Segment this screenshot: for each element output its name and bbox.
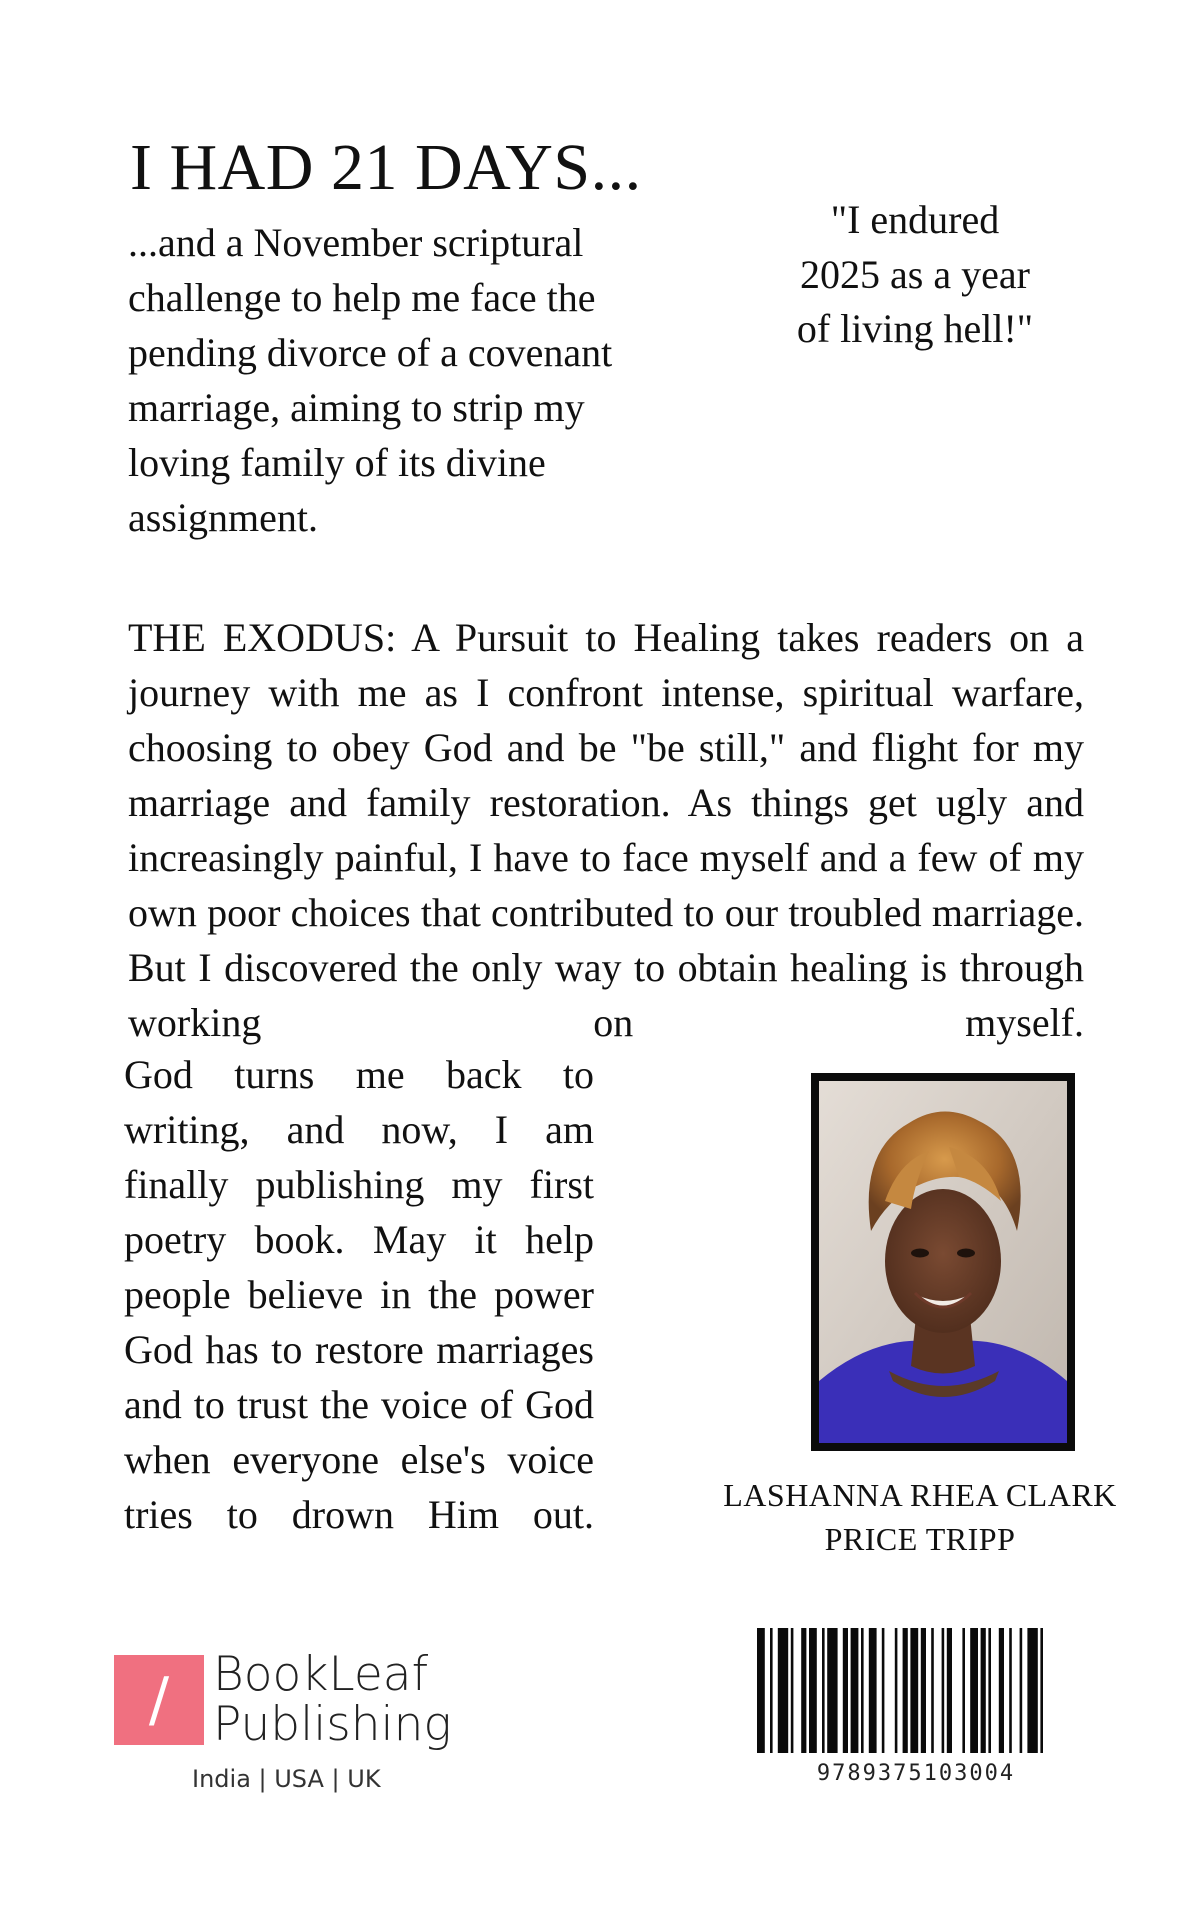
author-name-line-1: LASHANNA RHEA CLARK [723,1477,1117,1513]
barcode-bar [851,1628,859,1753]
publisher-name-line-1: BookLeaf [213,1647,429,1702]
publisher-name-line-2: Publishing [213,1697,452,1752]
barcode-bar [1027,1628,1037,1753]
author-portrait-icon [819,1081,1067,1443]
barcode-bar [827,1628,837,1753]
barcode-bar [895,1628,898,1753]
barcode-bar [1020,1628,1023,1753]
barcode-bar [1040,1628,1043,1753]
barcode-bar [757,1628,765,1753]
barcode-bar [861,1628,864,1753]
barcode-bar [791,1628,794,1753]
barcode-bar [981,1628,986,1753]
barcode-bar [999,1628,1004,1753]
publisher-regions: India | USA | UK [192,1765,381,1793]
intro-paragraph: ...and a November scriptural challenge to help me face the pending divorce of a covenant marriage, aiming to strip my loving family of its divine assignment. [128,220,613,540]
barcode-bar [988,1628,991,1753]
barcode-bar [947,1628,952,1753]
barcode-bar [843,1628,848,1753]
pull-quote: "I endured 2025 as a year of living hell!" [796,197,1034,351]
barcode-bars [757,1628,1075,1753]
author-photo [811,1073,1075,1451]
author-name [700,1473,1140,1561]
continuation-paragraph: God turns me back to writing, and now, I am finally publishing my first poetry book. May it help people believe in the power God has to restore marriages and to trust the voice of God when everyone else's voice tries to drown Him out. [124,1052,594,1537]
description-paragraph: THE EXODUS: A Pursuit to Healing takes readers on a journey with me as I confront intense, spiritual warfare, choosing to obey God and be "be still," and flight for my marriage and family restoration. As things get ugly and increasingly painful, I have to face myself and a few of my own poor choices that contributed to our troubled marriage. But I discovered the only way to obtain healing is through working on myself. [128,615,1084,1045]
barcode-bar [910,1628,918,1753]
barcode-bar [921,1628,926,1753]
barcode-bar [869,1628,877,1753]
barcode-bar [822,1628,825,1753]
barcode-bar [882,1628,885,1753]
barcode-bar [809,1628,817,1753]
publisher-logo-mark [114,1655,204,1745]
slash-icon: / [148,1665,170,1735]
barcode-bar [801,1628,806,1753]
barcode-icon [757,1628,1075,1753]
isbn-number: 9789375103004 [816,1761,1016,1786]
barcode-bar [962,1628,965,1753]
book-title: I HAD 21 DAYS... [130,131,642,204]
barcode-bar [942,1628,945,1753]
barcode-bar [778,1628,788,1753]
barcode-bar [770,1628,773,1753]
barcode-bar [903,1628,908,1753]
barcode-bar [931,1628,934,1753]
author-name-line-2: PRICE TRIPP [824,1521,1016,1557]
barcode-bar [1009,1628,1012,1753]
barcode-bar [970,1628,978,1753]
